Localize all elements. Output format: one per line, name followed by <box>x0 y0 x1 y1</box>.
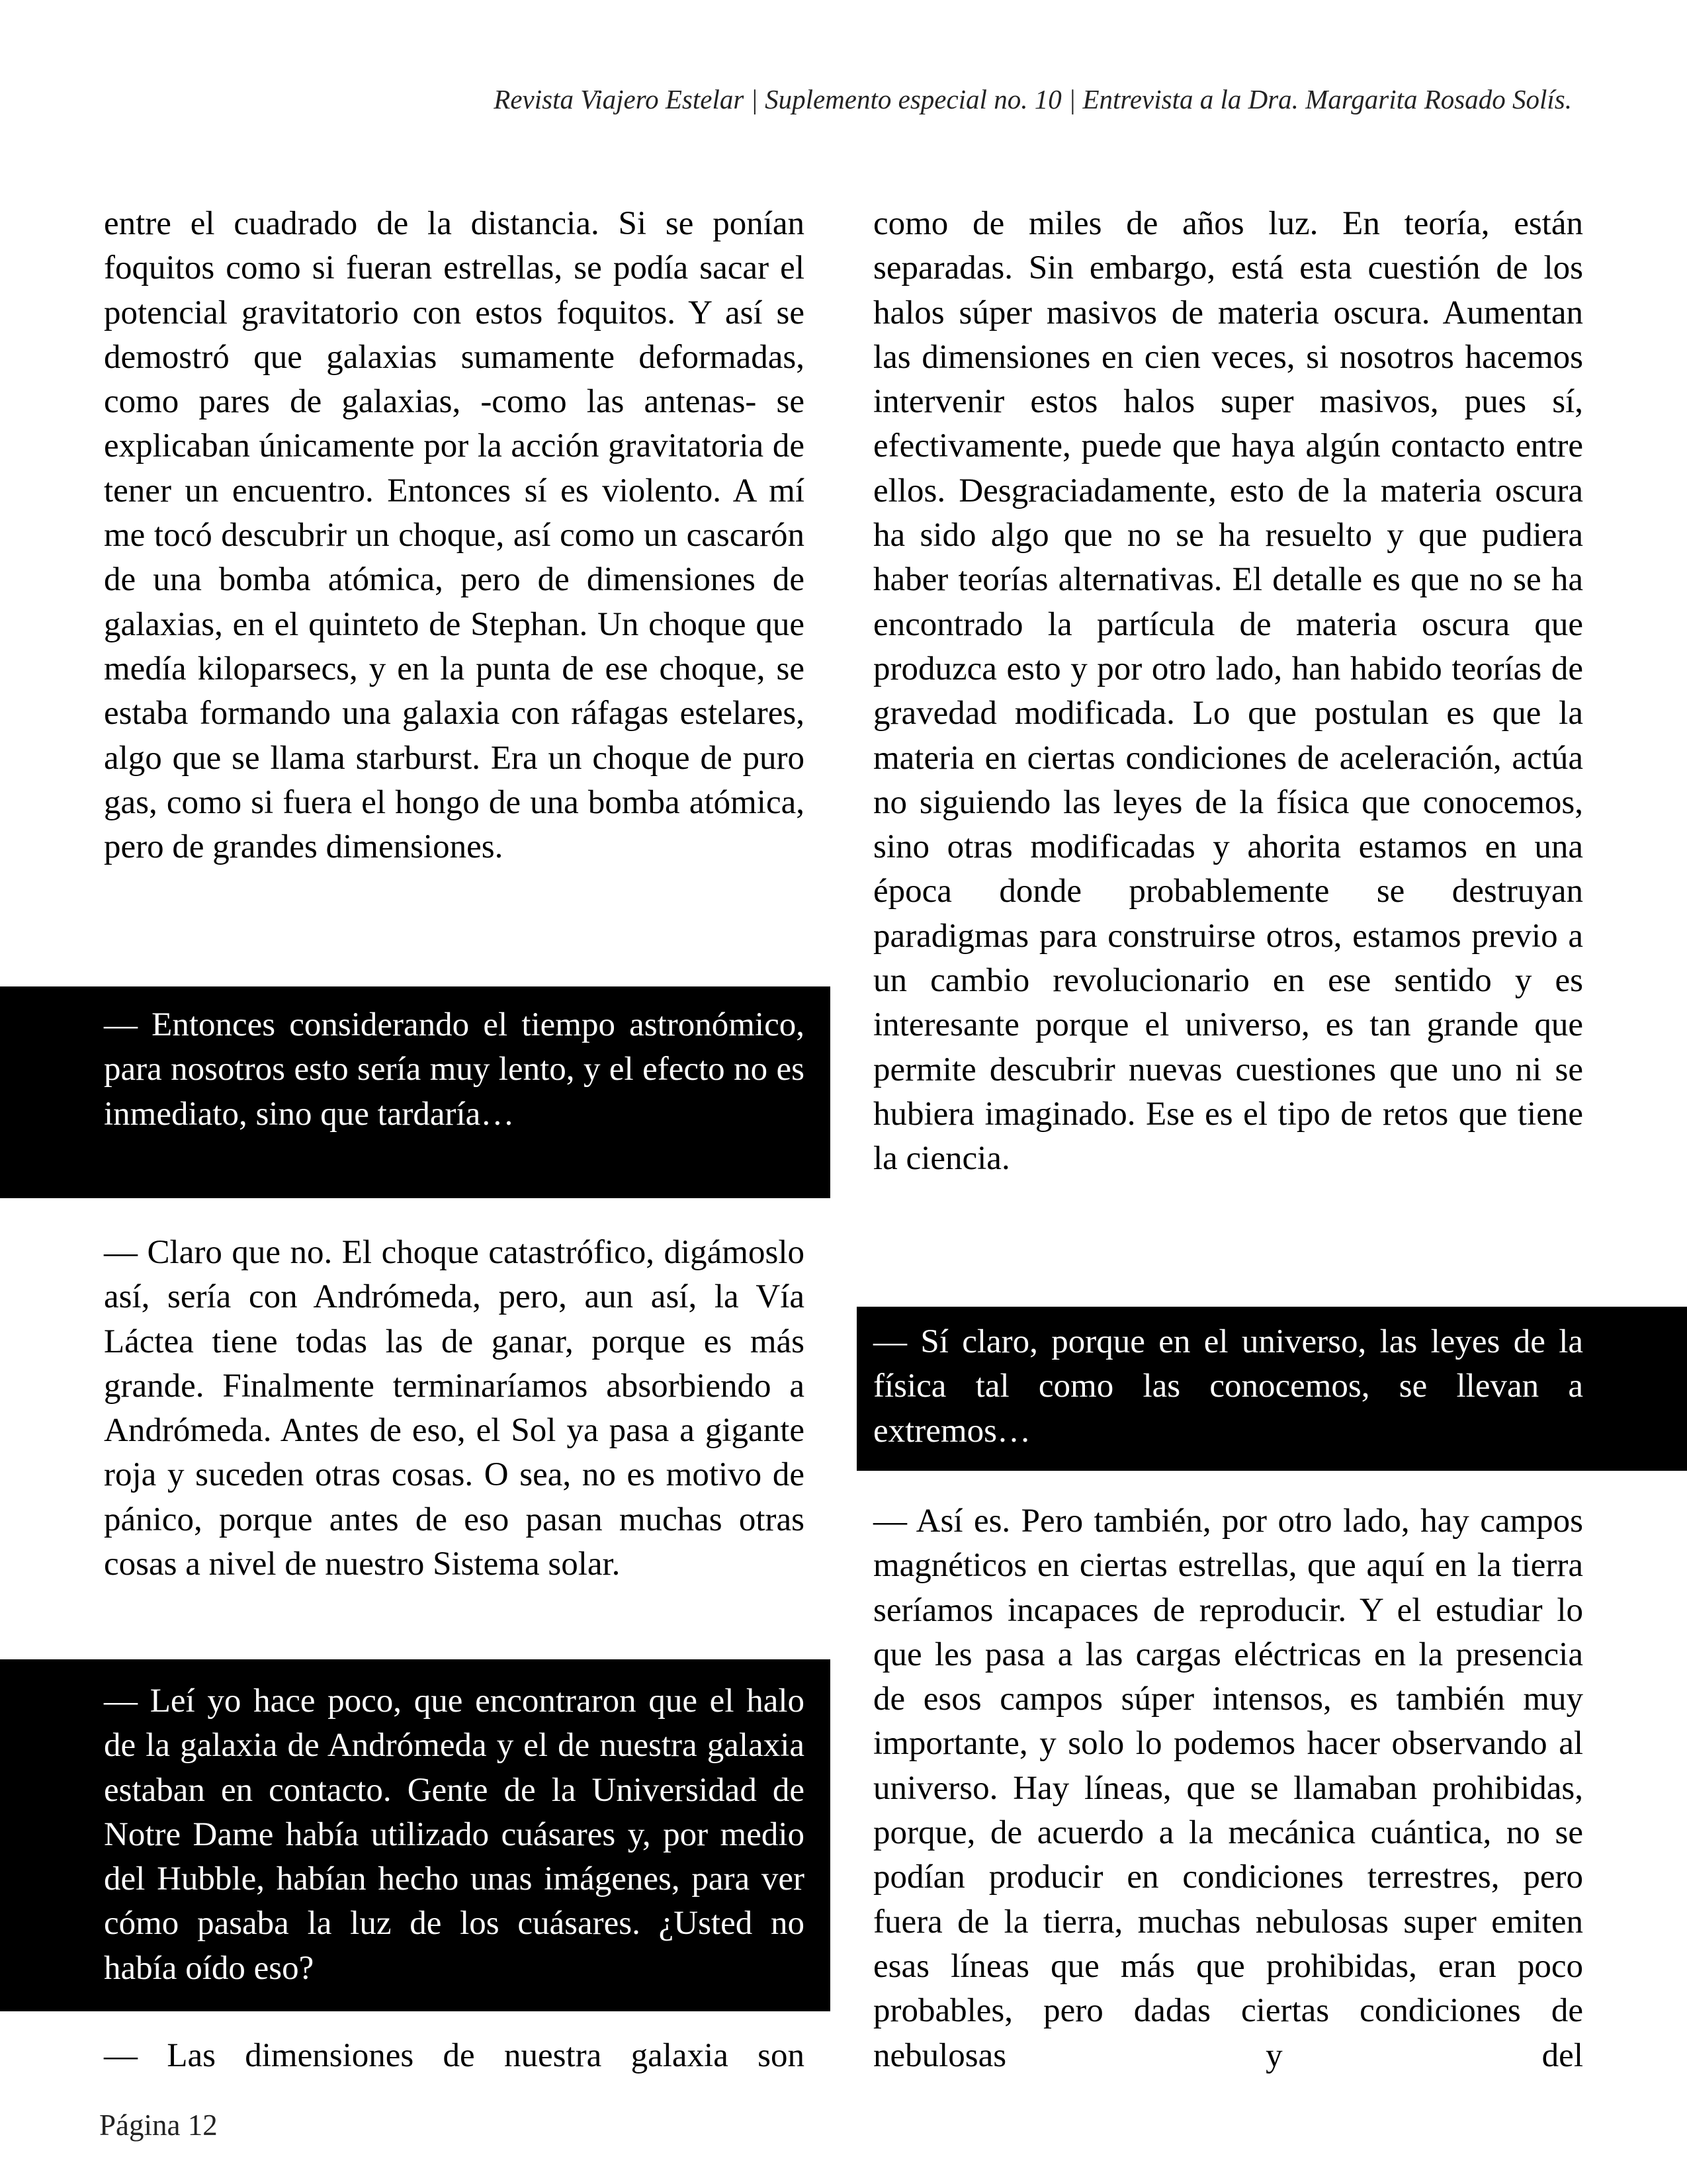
answer-paragraph: — Claro que no. El choque catastrófico, digámoslo así, sería con Andrómeda, pero, aun así, la Vía Láctea tiene todas las de ganar, porque es más grande. Finalmente terminaríamos absorbiendo a Andrómeda. Antes de eso, el Sol ya pasa a gigante roja y suceden otras cosas. O sea, no es motivo de pánico, porque antes de eso pasan muchas otras cosas a nivel de nuestro Sistema solar. <box>104 1234 804 1583</box>
question-paragraph: — Sí claro, porque en el universo, las leyes de la física tal como las conocemos, se llevan a extremos… <box>873 1323 1583 1450</box>
answer-paragraph: como de miles de años luz. En teoría, están separadas. Sin embargo, está esta cuestión de los halos súper masivos de materia oscura. Aumentan las dimensiones en cien veces, si nosotros hacemos intervenir estos halos super masivos, pues sí, efectivamente, puede que haya algún contacto entre ellos. Desgraciadamente, esto de la materia oscura ha sido algo que no se ha resuelto y que pudiera haber teorías alternativas. El detalle es que no se ha encontrado la partícula de materia oscura que produzca esto y por otro lado, han habido teorías de gravedad modificada. Lo que postulan es que la materia en ciertas condiciones de aceleración, actúa no siguiendo las leyes de la física que conocemos, sino otras modificadas y ahorita estamos en una época donde probablemente se destruyan paradigmas para construirse otros, estamos previo a un cambio revolucionario en ese sentido y es interesante porque el universo, es tan grande que permite descubrir nuevas cuestiones que uno ni se hubiera imaginado. Ese es el tipo de retos que tiene la ciencia. <box>873 205 1583 1178</box>
answer-paragraph: — Las dimensiones de nuestra galaxia son <box>104 2037 804 2074</box>
question-paragraph: — Entonces considerando el tiempo astronómico, para nosotros esto sería muy lento, y el efecto no es inmediato, sino que tardaría… <box>104 1006 804 1133</box>
right-column-bottom <box>873 0 1583 2184</box>
answer-paragraph: — Así es. Pero también, por otro lado, hay campos magnéticos en ciertas estrellas, que aquí en la tierra seríamos incapaces de reproducir. Y el estudiar lo que les pasa a las cargas eléctricas en la presencia de esos campos súper intensos, es también muy importante, y solo lo podemos hacer observando al universo. Hay líneas, que se llamaban prohibidas, porque, de acuerdo a la mecánica cuántica, no se podían producir en condiciones terrestres, pero fuera de la tierra, muchas nebulosas super emiten esas líneas que más que prohibidas, eran poco probables, pero dadas ciertas condiciones de nebulosas y del <box>873 1503 1583 2074</box>
question-paragraph: — Leí yo hace poco, que encontraron que el halo de la galaxia de Andrómeda y el de nuestra galaxia estaban en contacto. Gente de la Universidad de Notre Dame había utilizado cuásares y, por medio del Hubble, habían hecho unas imágenes, para ver cómo pasaba la luz de los cuásares. ¿Usted no había oído eso? <box>104 1682 804 1987</box>
page-number: Página 12 <box>99 2109 218 2142</box>
left-column-bottom <box>104 0 804 2184</box>
answer-paragraph: entre el cuadrado de la distancia. Si se ponían foquitos como si fueran estrellas, se podía sacar el potencial gravitatorio con estos foquitos. Y así se demostró que galaxias sumamente deformadas, como pares de galaxias, -como las antenas- se explicaban únicamente por la acción gravitatoria de tener un encuentro. Entonces sí es violento. A mí me tocó descubrir un choque, así como un cascarón de una bomba atómica, pero de dimensiones de galaxias, en el quinteto de Stephan. Un choque que medía kiloparsecs, y en la punta de ese choque, se estaba formando una galaxia con ráfagas estelares, algo que se llama starburst. Era un choque de puro gas, como si fuera el hongo de una bomba atómica, pero de grandes dimensiones. <box>104 205 804 866</box>
running-header: Revista Viajero Estelar | Suplemento especial no. 10 | Entrevista a la Dra. Margarita Rosado Solís. <box>494 84 1572 114</box>
